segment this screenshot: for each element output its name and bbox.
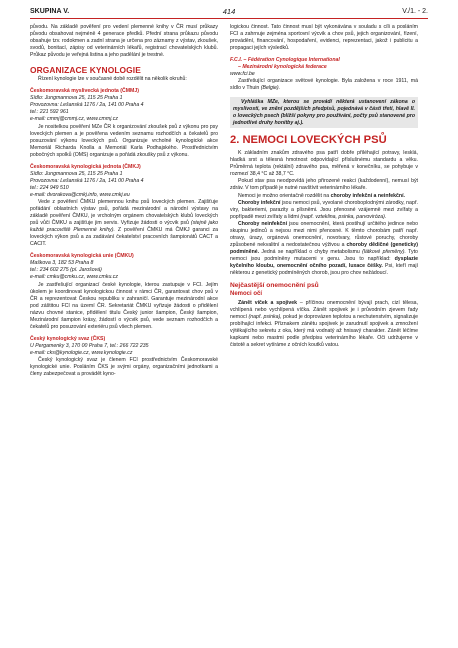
- note-box: Vyhláška MZe, kterou se provádí některá ustanovení zákona o myslivosti, ve znění pozdějších předpisů, pojednává v části třetí, hlavě II. o loveckých psech (bližší pokyny pro používání, počty psů stanovené pro jednotlivé druhy honitby aj.).: [230, 97, 418, 128]
- section-label: SKUPINA V.: [30, 8, 70, 15]
- org-address: Provozovna: Lešanská 1176 / 2a, 141 00 Praha 4: [30, 177, 144, 184]
- text-bold: choroby dědičné (geneticky) podmíněné.: [230, 241, 418, 255]
- chapter-label: V./1. - 2.: [402, 8, 428, 15]
- org-email: e-mail: cks@kynologie.cz, www.kynologie.cz: [30, 349, 133, 356]
- org-text: Vede z pověření ČMKU plemennou knihu psů loveckých plemen. Zajišťuje pořádání oblastních výstav psů, pořádá mezinárodní a národní výstavy na základě pověření ČMKU, je vrcholným orgánem chovatelských klubů loveckých psů vůči ČMKU a zajišťuje jim servis. Vyřizuje žádosti o výcvik psů: [30, 198, 218, 227]
- org-address: Sídlo: Jungmannova 25, 115 25 Praha 1: [30, 170, 123, 177]
- page-number: 414: [222, 7, 236, 16]
- left-column: [30, 24, 218, 378]
- text-italic: (např. vzteklina, psinka, parvoviróza).: [300, 213, 387, 220]
- body-paragraph: [230, 221, 418, 277]
- text: jsou onemocnění, která postihují určitého jedince nebo skupinu jedinců a nejsou mezi nimi přenosné. K těmto chorobám patří např. otravy, úrazy, orgánová onemocnění, novotvary, růstové poruchy, choroby způsobené nekvalitní a nedostatečnou výživou a: [230, 220, 418, 248]
- intro-paragraph: logickou činnost. Tato činnost musí být vykonávána v souladu s cíli a posláním FCI a zahrnuje zejména sportovní výcvik a chov psů, jejich organizování, řízení, provádění, financování, hospodaření, evidenci, reprezentaci, jakož i publicitu a propagaci jejích výsledků.: [230, 24, 418, 52]
- text-italic: (látkové přeměny).: [362, 248, 406, 255]
- subsection-title: Nejčastější onemocnění psů: [230, 282, 319, 290]
- org-address: Sídlo: Jungmannova 25, 115 25 Praha 1: [30, 95, 123, 102]
- text: Psi, kteří mají některou z genetický podmíněných chorob, jsou pro chov nežádoucí.: [230, 262, 419, 277]
- org-email: e-mail: cmku@cmku.cz, www.cmku.cz: [30, 274, 118, 281]
- org-name: Českomoravská myslivecká jednota (ČMMJ): [30, 88, 139, 95]
- org-description: Český kynologický svaz je členem FCI prostřednictvím Českomoravské kynologické unie. Posláním ČKS je svými orgány, organizačními jednotkami a členy zabezpečovat a provádět kyno-: [30, 356, 218, 378]
- body-paragraph: K základním znakům zdravého psa patří dobře přiléhající potravy, lesklá, hladká srst a tělesná hmotnost odpovídající příslušnému standardu a věku. Průměrná teplota (rektální) zdravého psa, měřená v konečníku, se pohybuje v rozmezí 38,4 °C až 38,7 °C.: [230, 150, 418, 178]
- org-email: e-mail: dvorakova@cmkj.info, www.cmkj.eu: [30, 191, 130, 198]
- header-divider: [30, 18, 428, 19]
- body-paragraph: [230, 300, 418, 349]
- text: Nemoci je možno orientačně rozdělit na: [238, 192, 330, 199]
- org-phone: tel.: 224 949 510: [30, 184, 69, 191]
- org-address: Provozovna: Lešanská 1176 / 2a, 141 00 Praha 4: [30, 102, 144, 109]
- org-description: [30, 199, 218, 248]
- body-paragraph: Pokud stav psa neodpovídá jeho přirozené reakci (každodenní), nemusí být zdráv. V tom případě je nutné navštívit veterinárního lékaře.: [230, 178, 418, 192]
- org-text-tail: Z pověření ČMKU má ČMKJ garanci za loveckých výkon psů a za zadávání čekatelství pracovních šampionátů CACT a CACIT.: [30, 227, 218, 248]
- org-name: Český kynologický svaz (ČKS): [30, 335, 106, 342]
- text-bold: Choroby neinfekční: [238, 220, 288, 227]
- body-paragraph: [230, 200, 418, 221]
- org-phone: tel.: 221 592 961: [30, 109, 69, 116]
- org-text-italic: (stejně jako každé pracoviště Plemenné knihy).: [30, 220, 218, 234]
- text-bold: Choroby infekční: [238, 199, 281, 206]
- text: jsou nemoci psů, vyvolané choroboplodnými zárodky, např. viry, bakteriemi, parazity a plísněmi. Jsou přenosné vzájemně mezi zvířaty a popřípadě mezi zvířaty a lidmi: [230, 199, 418, 220]
- right-column: [230, 24, 418, 349]
- fci-title: F.C.I. – Fédération Cynologique International: [230, 57, 340, 64]
- org-description: Je nositelkou pověření MZe ČR k organizování zkoušek psů z výkonu pro psy loveckých plemen a je pověřena vedením seznamu rozhodčích a čekatelů pro posuzování výkonu loveckých psů. Organizuje vrcholné kynologické akce Memoriál Richarda Knolla a Memoriál Karla Podhajského. Prostřednictvím pobočných spolků (OMS) organizuje a pořádá zkoušky psů z výkonu.: [30, 123, 218, 158]
- org-description: Je zastřešující organizací české kynologie, kterou zastupuje v FCI. Jejím úkolem je koordinovat kynologickou činnost v rámci ČR, garantovat chov psů v ČR a reprezentovat Českou republiku v zahraničí. Garantuje mezinárodní akce pod záštitou FCI na území ČR. Sekretariát ČMKU vyřizuje žádosti o přidělení názvu chovné stanice, přidělení titulu Český junior šampion, Český šampion, Mezinárodní šampion krásy, žádostí o výcvik psů, vede seznam rozhodčích a čekatelů pro posuzování exteriéru psů všech plemen.: [30, 281, 218, 330]
- org-address: Maškova 3, 182 53 Praha 8: [30, 260, 94, 267]
- intro-paragraph: původu. Na základě pověření pro vedení plemenné knihy v ČR musí průkazy původu obsahovat nejméně 4 generace předků. Přední strana průkazu původu obsahuje tzv. rodokmen a zadní strana je určena pro záznamy z výstav, zkoušek, svodů, bonitací, zápisy od veterinárních lékařů, registrací chovatelských klubů. Průkaz původu je veřejná listina a jeho padělání je trestné.: [30, 24, 218, 59]
- text: Tyto nemoci jsou podmíněny mutacemi v genu. Jsou to například:: [230, 248, 418, 262]
- body-paragraph: [230, 193, 418, 200]
- section-intro: Řízení kynologie lze v současné době rozdělit na několik okruhů:: [38, 76, 187, 83]
- text: Jedná se například o chyby metabolismu: [261, 248, 360, 255]
- fci-country: (Belgie).: [260, 85, 281, 92]
- chapter-title: 2. NEMOCI LOVECKÝCH PSŮ: [230, 134, 387, 147]
- text: pokud je doprovázen teplotou a nechutenstvím, signalizuje probíhající infekci. Příznakem zánětu spojivek je zarudnutí spojivek a zmnožení výtěkajícího sekretu z oka, který má vodnatý až hnisavý charakter. Zánět léčíme kapkami nebo mastmi podle předpisu veterinárního lékaře. Oči udržujeme v čistotě a sekret vytíráme z očních koutků vatou.: [230, 313, 418, 348]
- text-italic: (např. psinka),: [248, 313, 282, 320]
- org-name: Českomoravská kynologická jednota (ČMKJ): [30, 163, 141, 170]
- fci-subtitle: – Mezinárodní kynologická federace: [238, 64, 327, 71]
- org-email: e-mail: cmmj@cmmj.cz, www.cmmj.cz: [30, 116, 118, 123]
- text-bold: choroby infekční a neinfekční.: [330, 192, 405, 199]
- section-title: ORGANIZACE KYNOLOGIE: [30, 65, 141, 76]
- text-bold: Zánět víček a spojivek: [238, 299, 298, 306]
- text-bold: dysplazie kyčelního kloubu, onemocnění očního pozadí, luxace čéšky.: [230, 255, 418, 269]
- org-phone: tel.: 234 602 275 (pí. Jarošová): [30, 267, 102, 274]
- text: – příčinou onemocnění bývají prach, cizí tělesa, vchlípená nebo vychlípená víčka. Zánět spojivek je i průvodním zjevem řady nemocí: [230, 299, 418, 320]
- fci-description: [230, 78, 418, 92]
- org-name: Českomoravská kynologická unie (ČMKU): [30, 253, 134, 260]
- fci-text: Zastřešující organizace světové kynologie. Byla založena v roce 1911, má sídlo v Thuin: [230, 78, 418, 92]
- fci-web: www.fci.be: [230, 71, 255, 78]
- org-address: U Pergamenky 3, 170 00 Praha 7, tel.: 266 722 235: [30, 342, 149, 349]
- subsubsection-title: Nemoci očí: [230, 291, 263, 298]
